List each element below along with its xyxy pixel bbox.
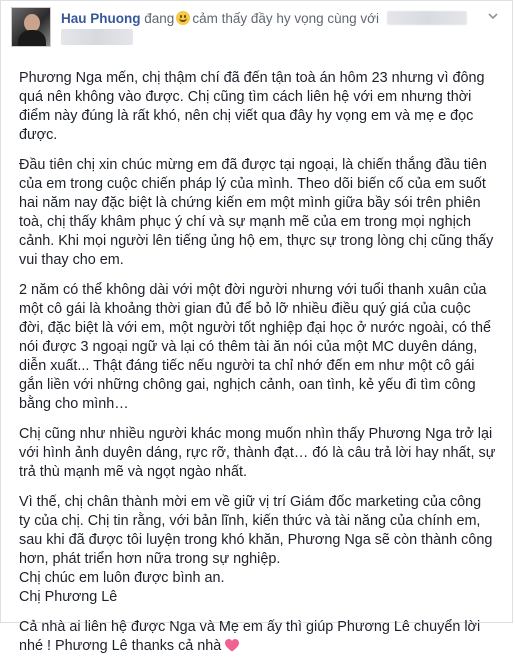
post-paragraph: 2 năm có thể không dài với một đời người nhưng với tuổi thanh xuân của một cô gái là khoảng thời gian đủ để bỏ lỡ nhiều điều quý giá của cuộc đời, đặc biệt là với em, một người tốt nghiệp đại học ở nước ngoài, có thể nói được 3 ngoại ngữ và lại có thêm tài ăn nói của một MC duyên dáng, diễn xuất... Thật đáng tiếc nếu người ta chỉ nhớ đến em như một cô gái gắn liền với những chông gai, nghịch cảnh, oan tình, kẻ yếu đi tìm công bằng cho mình… bbox=[19, 282, 492, 412]
avatar[interactable] bbox=[11, 7, 51, 47]
post-paragraph-last bbox=[19, 618, 496, 656]
post-paragraph: Chị cũng như nhiều người khác mong muốn nhìn thấy Phương Nga trở lại với hình ảnh duyên dáng, rực rỡ, thành đạt… đó là câu trả lời hay nhất, sự trả thù mạnh mẽ và ngọt ngào nhất. bbox=[19, 426, 496, 480]
chevron-down-icon[interactable] bbox=[486, 9, 500, 23]
post-body bbox=[19, 69, 496, 667]
post-header-line bbox=[61, 10, 502, 28]
tagged-name-redacted bbox=[387, 11, 467, 25]
post-paragraph: Phương Nga mến, chị thậm chí đã đến tận toà án hôm 23 nhưng vì đông quá nên không vào được. Chị cũng tìm cách liên hệ với em nhưng thời điểm này đúng là rất khó, nên chị viết qua đây hy vọng em và mẹ e đọc được. bbox=[19, 70, 485, 143]
smiling-face-icon bbox=[176, 11, 190, 25]
feeling-text: cảm thấy đầy hy vọng cùng với bbox=[192, 11, 380, 26]
post-header bbox=[11, 7, 502, 53]
post-paragraph: Đầu tiên chị xin chúc mừng em đã được tại ngoại, là chiến thắng đầu tiên của em trong cuộc chiến pháp lý của mình. Theo dõi biến cố của em suốt hai năm nay đặc biệt là chứng kiến em một mình giữa bầy sói trên phiên toà, chị thấy khâm phục ý chí và sự mạnh mẽ của em trong mọi nghịch cảnh. Khi mọi người lên tiếng ủng hộ em, thực sự trong lòng chị cũng thấy vui thay cho em. bbox=[19, 157, 494, 268]
author-name[interactable]: Hau Phuong bbox=[61, 11, 141, 26]
timestamp-redacted bbox=[61, 29, 133, 45]
feeling-prefix: đang bbox=[144, 11, 175, 26]
post-paragraph: Cả nhà ai liên hệ được Nga và Mẹ em ấy thì giúp Phương Lê chuyển lời nhé ! Phương Lê thanks cả nhà bbox=[19, 619, 481, 654]
pink-heart-icon bbox=[225, 639, 239, 652]
post-paragraph: Vì thế, chị chân thành mời em về giữ vị trí Giám đốc marketing của công ty của chị. Chị tin rằng, với bản lĩnh, kiến thức và tài năng của chính em, sau khi đã được tôi luyện trong khó khăn, Phương Nga sẽ còn thành công hơn, phát triển hơn nữa trong sự nghiệp. Chị chúc em luôn được bình an. Chị Phương Lê bbox=[19, 494, 493, 605]
